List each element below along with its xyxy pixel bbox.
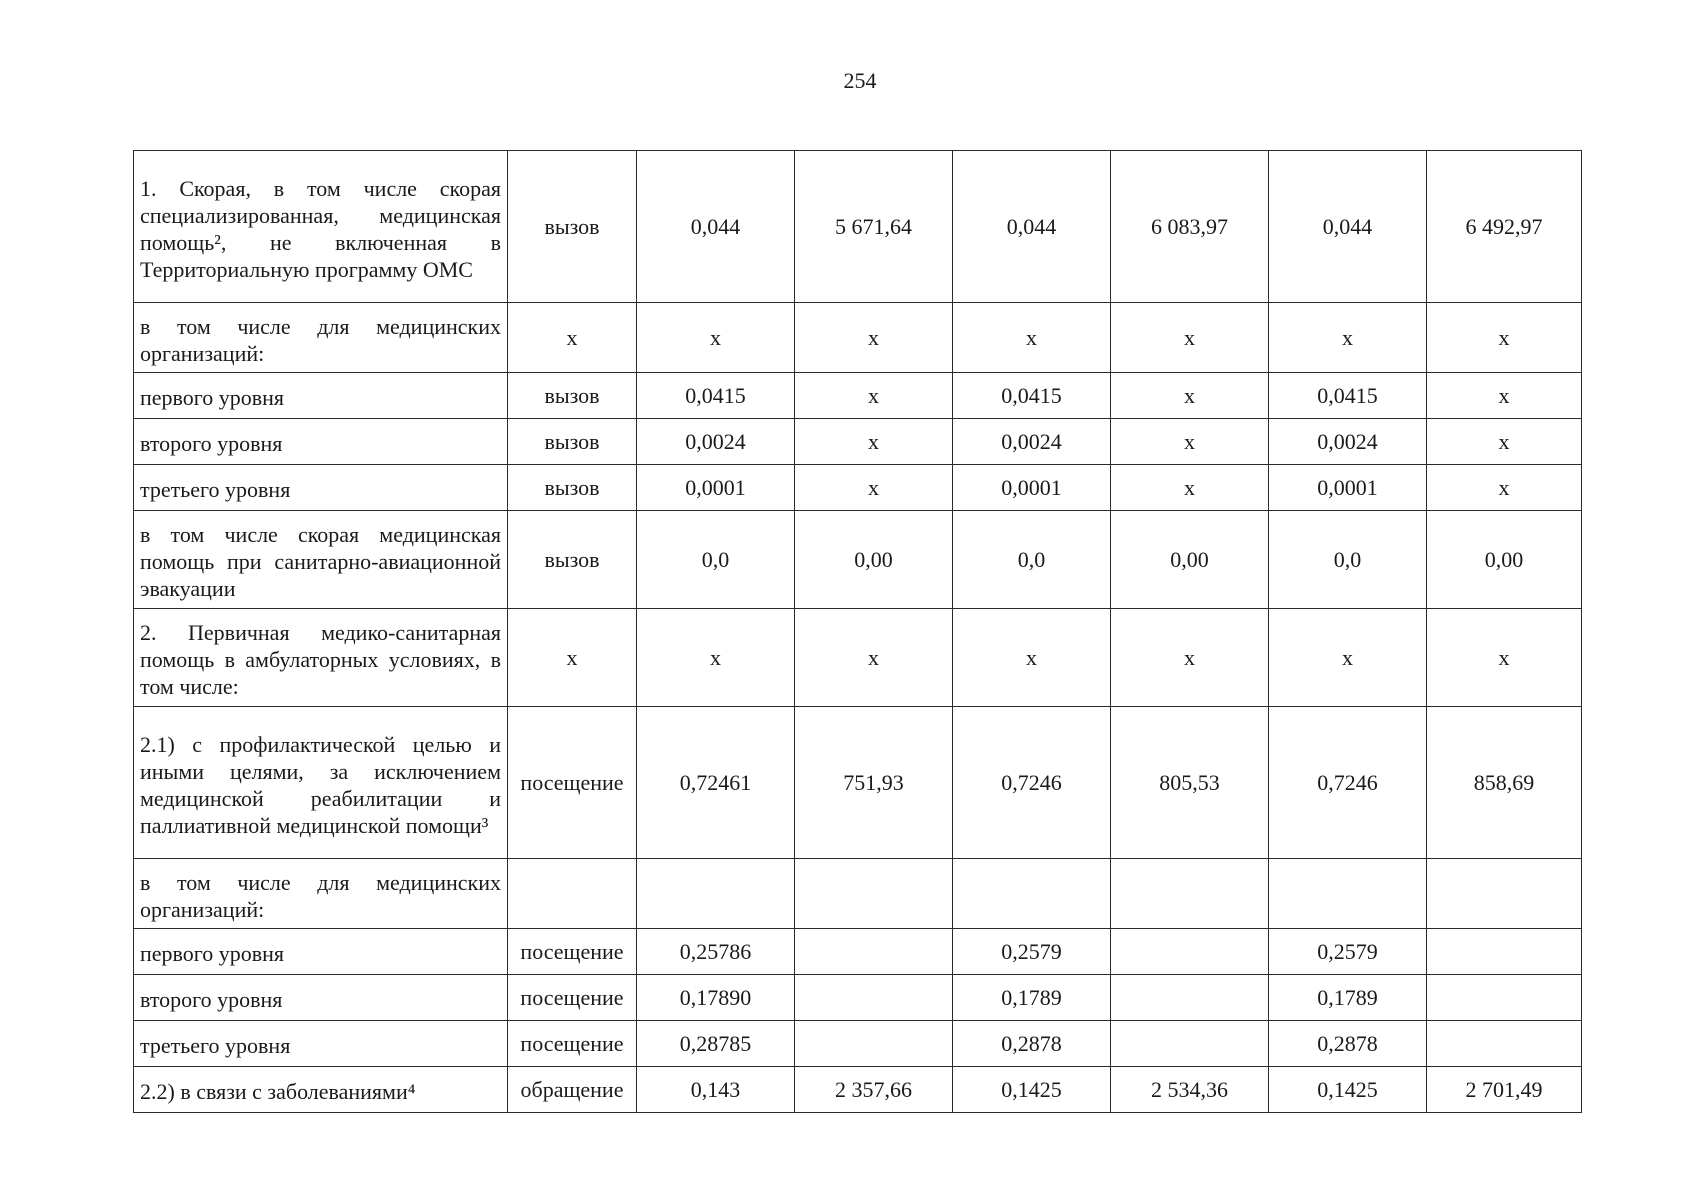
row-value bbox=[1427, 975, 1582, 1021]
row-unit: вызов bbox=[508, 511, 637, 609]
row-value: х bbox=[1427, 609, 1582, 707]
row-unit: вызов bbox=[508, 465, 637, 511]
row-value: 2 357,66 bbox=[795, 1067, 953, 1113]
row-value: 0,0415 bbox=[953, 373, 1111, 419]
row-unit: обращение bbox=[508, 1067, 637, 1113]
row-name: 2.1) с профилактической целью и иными целями, за исключением медицинской реабилитации и паллиативной медицинской помощи³ bbox=[134, 707, 508, 859]
row-value: 0,0024 bbox=[953, 419, 1111, 465]
row-value: 0,0 bbox=[637, 511, 795, 609]
table-row bbox=[134, 707, 1582, 859]
row-value: 0,25786 bbox=[637, 929, 795, 975]
row-value: 5 671,64 bbox=[795, 151, 953, 303]
table-row bbox=[134, 373, 1582, 419]
row-value bbox=[953, 859, 1111, 929]
row-name: в том числе для медицинских организаций: bbox=[134, 303, 508, 373]
row-name: в том числе для медицинских организаций: bbox=[134, 859, 508, 929]
row-value: 0,7246 bbox=[1269, 707, 1427, 859]
row-name: первого уровня bbox=[134, 373, 508, 419]
row-name: первого уровня bbox=[134, 929, 508, 975]
row-value: 0,044 bbox=[1269, 151, 1427, 303]
row-value bbox=[795, 859, 953, 929]
table-row bbox=[134, 859, 1582, 929]
row-value: 0,044 bbox=[953, 151, 1111, 303]
row-value: 0,2579 bbox=[953, 929, 1111, 975]
table-row bbox=[134, 511, 1582, 609]
row-value: 0,00 bbox=[1427, 511, 1582, 609]
row-value: х bbox=[795, 419, 953, 465]
row-value bbox=[795, 975, 953, 1021]
data-table bbox=[133, 150, 1582, 1113]
row-value: 0,2878 bbox=[953, 1021, 1111, 1067]
row-unit: посещение bbox=[508, 707, 637, 859]
row-value: 0,7246 bbox=[953, 707, 1111, 859]
row-name: 1. Скорая, в том числе скорая специализированная, медицинская помощь², не включенная в Территориальную программу ОМС bbox=[134, 151, 508, 303]
row-value: 0,2878 bbox=[1269, 1021, 1427, 1067]
row-value bbox=[1427, 859, 1582, 929]
row-value: 0,143 bbox=[637, 1067, 795, 1113]
row-name: третьего уровня bbox=[134, 1021, 508, 1067]
row-unit: посещение bbox=[508, 1021, 637, 1067]
row-value: х bbox=[1111, 373, 1269, 419]
row-value: 0,044 bbox=[637, 151, 795, 303]
row-value: 0,1425 bbox=[1269, 1067, 1427, 1113]
row-value: х bbox=[1111, 609, 1269, 707]
row-value bbox=[1427, 1021, 1582, 1067]
row-value: х bbox=[1111, 419, 1269, 465]
row-value: х bbox=[1269, 303, 1427, 373]
row-value: х bbox=[1269, 609, 1427, 707]
row-value: х bbox=[1111, 465, 1269, 511]
table-row bbox=[134, 1067, 1582, 1113]
row-value: х bbox=[953, 303, 1111, 373]
row-value: 6 083,97 bbox=[1111, 151, 1269, 303]
row-name: третьего уровня bbox=[134, 465, 508, 511]
row-value: 0,1425 bbox=[953, 1067, 1111, 1113]
row-name: в том числе скорая медицинская помощь при санитарно-авиационной эвакуации bbox=[134, 511, 508, 609]
row-value: 0,0001 bbox=[953, 465, 1111, 511]
row-value: 0,00 bbox=[795, 511, 953, 609]
row-value: 0,1789 bbox=[953, 975, 1111, 1021]
row-value bbox=[1111, 929, 1269, 975]
row-value: 0,0024 bbox=[1269, 419, 1427, 465]
row-value bbox=[637, 859, 795, 929]
row-value bbox=[795, 929, 953, 975]
row-value: 0,0415 bbox=[1269, 373, 1427, 419]
row-value: 0,2579 bbox=[1269, 929, 1427, 975]
row-unit: вызов bbox=[508, 419, 637, 465]
row-value: х bbox=[1427, 419, 1582, 465]
table-row bbox=[134, 419, 1582, 465]
row-value: 0,0415 bbox=[637, 373, 795, 419]
row-value bbox=[795, 1021, 953, 1067]
table-row bbox=[134, 1021, 1582, 1067]
row-value bbox=[1269, 859, 1427, 929]
row-name: второго уровня bbox=[134, 975, 508, 1021]
row-value: 0,72461 bbox=[637, 707, 795, 859]
row-name: второго уровня bbox=[134, 419, 508, 465]
row-value: 0,1789 bbox=[1269, 975, 1427, 1021]
row-value: 858,69 bbox=[1427, 707, 1582, 859]
row-value: х bbox=[1427, 303, 1582, 373]
row-value: 0,0024 bbox=[637, 419, 795, 465]
row-value: 0,0001 bbox=[1269, 465, 1427, 511]
row-unit bbox=[508, 859, 637, 929]
row-value: х bbox=[795, 373, 953, 419]
row-value: 2 701,49 bbox=[1427, 1067, 1582, 1113]
table-row bbox=[134, 929, 1582, 975]
table-row bbox=[134, 303, 1582, 373]
table-row bbox=[134, 465, 1582, 511]
row-value bbox=[1111, 1021, 1269, 1067]
row-unit: вызов bbox=[508, 151, 637, 303]
page-number: 254 bbox=[843, 68, 877, 93]
table-row bbox=[134, 609, 1582, 707]
row-name: 2. Первичная медико-санитарная помощь в амбулаторных условиях, в том числе: bbox=[134, 609, 508, 707]
row-value: х bbox=[795, 303, 953, 373]
row-value: 751,93 bbox=[795, 707, 953, 859]
row-value: 0,00 bbox=[1111, 511, 1269, 609]
row-name: 2.2) в связи с заболеваниями⁴ bbox=[134, 1067, 508, 1113]
row-unit: х bbox=[508, 303, 637, 373]
row-value: 0,17890 bbox=[637, 975, 795, 1021]
row-unit: посещение bbox=[508, 975, 637, 1021]
row-value: х bbox=[1427, 373, 1582, 419]
row-unit: посещение bbox=[508, 929, 637, 975]
row-value: 0,28785 bbox=[637, 1021, 795, 1067]
row-unit: вызов bbox=[508, 373, 637, 419]
row-unit: х bbox=[508, 609, 637, 707]
table-row bbox=[134, 151, 1582, 303]
row-value: 2 534,36 bbox=[1111, 1067, 1269, 1113]
row-value: х bbox=[795, 465, 953, 511]
row-value: х bbox=[795, 609, 953, 707]
row-value: 0,0 bbox=[953, 511, 1111, 609]
row-value: 0,0 bbox=[1269, 511, 1427, 609]
row-value: х bbox=[637, 609, 795, 707]
row-value: х bbox=[1427, 465, 1582, 511]
row-value bbox=[1111, 859, 1269, 929]
row-value: х bbox=[953, 609, 1111, 707]
row-value: 805,53 bbox=[1111, 707, 1269, 859]
row-value bbox=[1111, 975, 1269, 1021]
row-value: х bbox=[637, 303, 795, 373]
table-row bbox=[134, 975, 1582, 1021]
row-value: 6 492,97 bbox=[1427, 151, 1582, 303]
row-value bbox=[1427, 929, 1582, 975]
row-value: х bbox=[1111, 303, 1269, 373]
row-value: 0,0001 bbox=[637, 465, 795, 511]
